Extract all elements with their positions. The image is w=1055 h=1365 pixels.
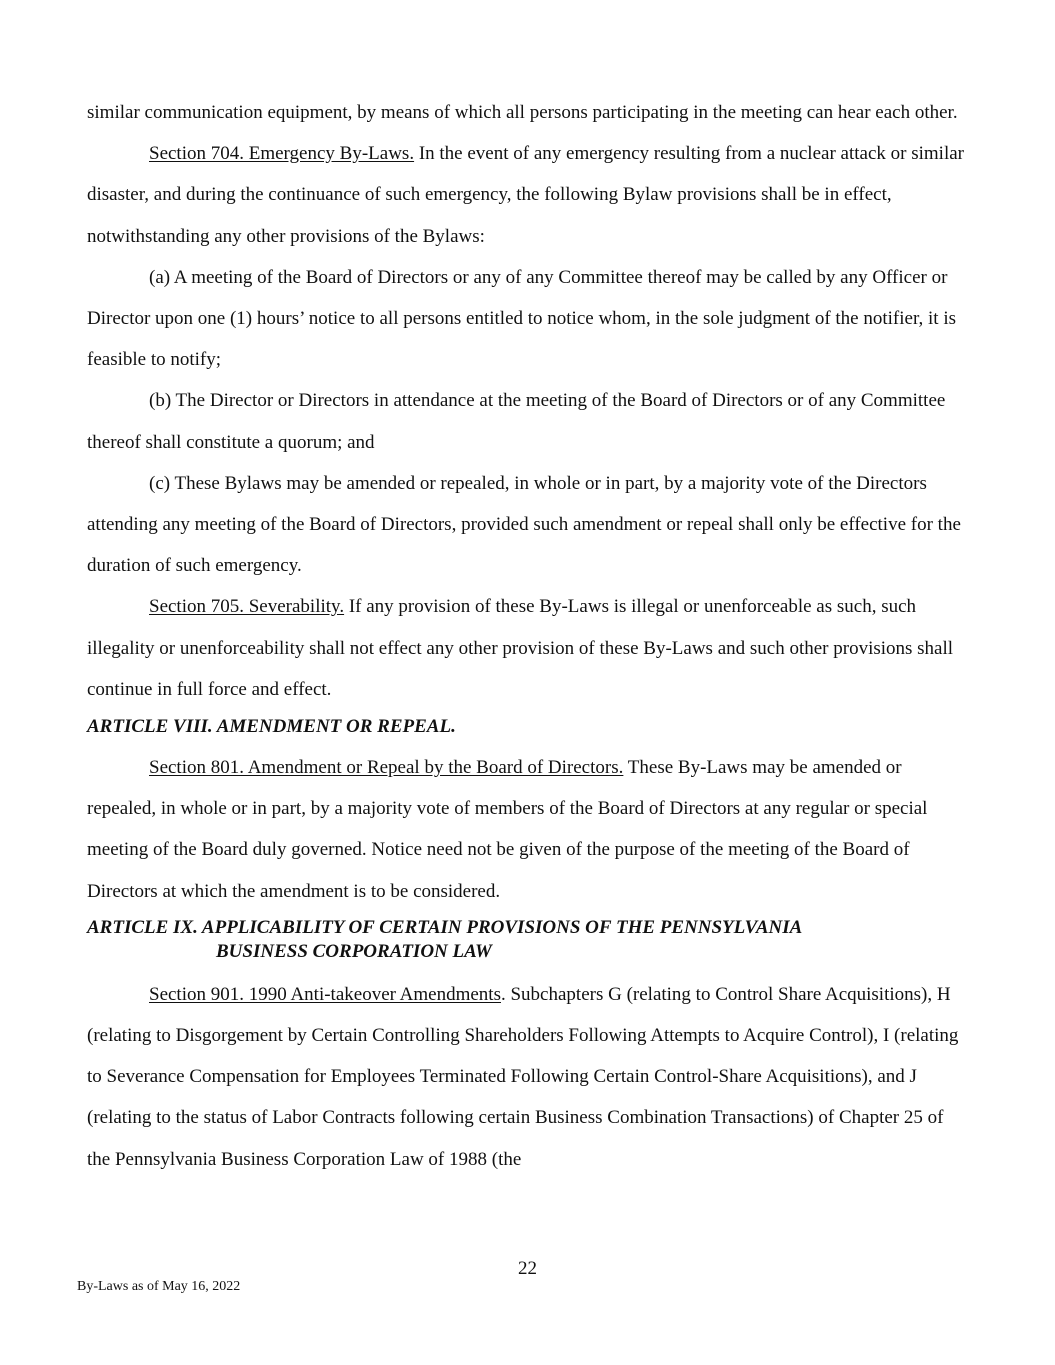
- paragraph-continuation: similar communication equipment, by means of which all persons participating in the meeting can hear each other.: [87, 102, 958, 123]
- article-9-heading: [87, 916, 967, 964]
- article-9-heading-line2: BUSINESS CORPORATION LAW: [216, 940, 492, 962]
- section-704: [87, 133, 967, 257]
- section-901-heading: Section 901. 1990 Anti-takeover Amendments: [149, 983, 501, 1005]
- section-705-heading: Section 705. Severability.: [149, 596, 345, 618]
- page-number: 22: [518, 1258, 537, 1279]
- section-901: [87, 974, 967, 1180]
- section-704-heading: Section 704. Emergency By-Laws.: [149, 143, 415, 165]
- section-704-body: In the event of any emergency resulting from a nuclear attack or similar disaster, and during the continuance of such emergency, the following Bylaw provisions shall be in effect, notwithstanding any other provisions of the Bylaws:: [87, 143, 964, 247]
- section-901-body: . Subchapters G (relating to Control Share Acquisitions), H (relating to Disgorgement by Certain Controlling Shareholders Following Attempts to Acquire Control), I (relating to Severance Compensation for Employees Terminated Following Certain Control-Share Acquisitions), and J (relating to the status of Labor Contracts following certain Business Combination Transactions) of Chapter 25 of the Pennsylvania Business Corporation Law of 1988 (the: [87, 983, 959, 1170]
- article-8-heading: ARTICLE VIII. AMENDMENT OR REPEAL.: [87, 716, 456, 738]
- section-801: [87, 747, 967, 912]
- section-704-clause-a: (a) A meeting of the Board of Directors or any of any Committee thereof may be called by any Officer or Director upon one (1) hours’ notice to all persons entitled to notice whom, in the sole judgment of the notifier, it is feasible to notify;: [87, 266, 956, 371]
- footer-date: By-Laws as of May 16, 2022: [77, 1279, 241, 1294]
- section-704-clause-b: (b) The Director or Directors in attendance at the meeting of the Board of Directors or of any Committee thereof shall constitute a quorum; and: [87, 390, 946, 453]
- section-705-body: If any provision of these By-Laws is illegal or unenforceable as such, such illegality or unenforceability shall not effect any other provision of these By-Laws and such other provisions shall continue in full force and effect.: [87, 596, 954, 700]
- article-9-heading-line1: ARTICLE IX. APPLICABILITY OF CERTAIN PROVISIONS OF THE PENNSYLVANIA: [87, 916, 803, 938]
- section-801-body: These By-Laws may be amended or repealed, in whole or in part, by a majority vote of members of the Board of Directors at any regular or special meeting of the Board duly governed. Notice need not be given of the purpose of the meeting of the Board of Directors at which the amendment is to be considered.: [87, 757, 928, 902]
- body-text: [87, 92, 967, 1180]
- section-801-heading: Section 801. Amendment or Repeal by the Board of Directors.: [149, 757, 624, 779]
- section-704-clause-c: (c) These Bylaws may be amended or repealed, in whole or in part, by a majority vote of the Directors attending any meeting of the Board of Directors, provided such amendment or repeal shall only be effective for the duration of such emergency.: [87, 472, 961, 577]
- section-705: [87, 586, 967, 710]
